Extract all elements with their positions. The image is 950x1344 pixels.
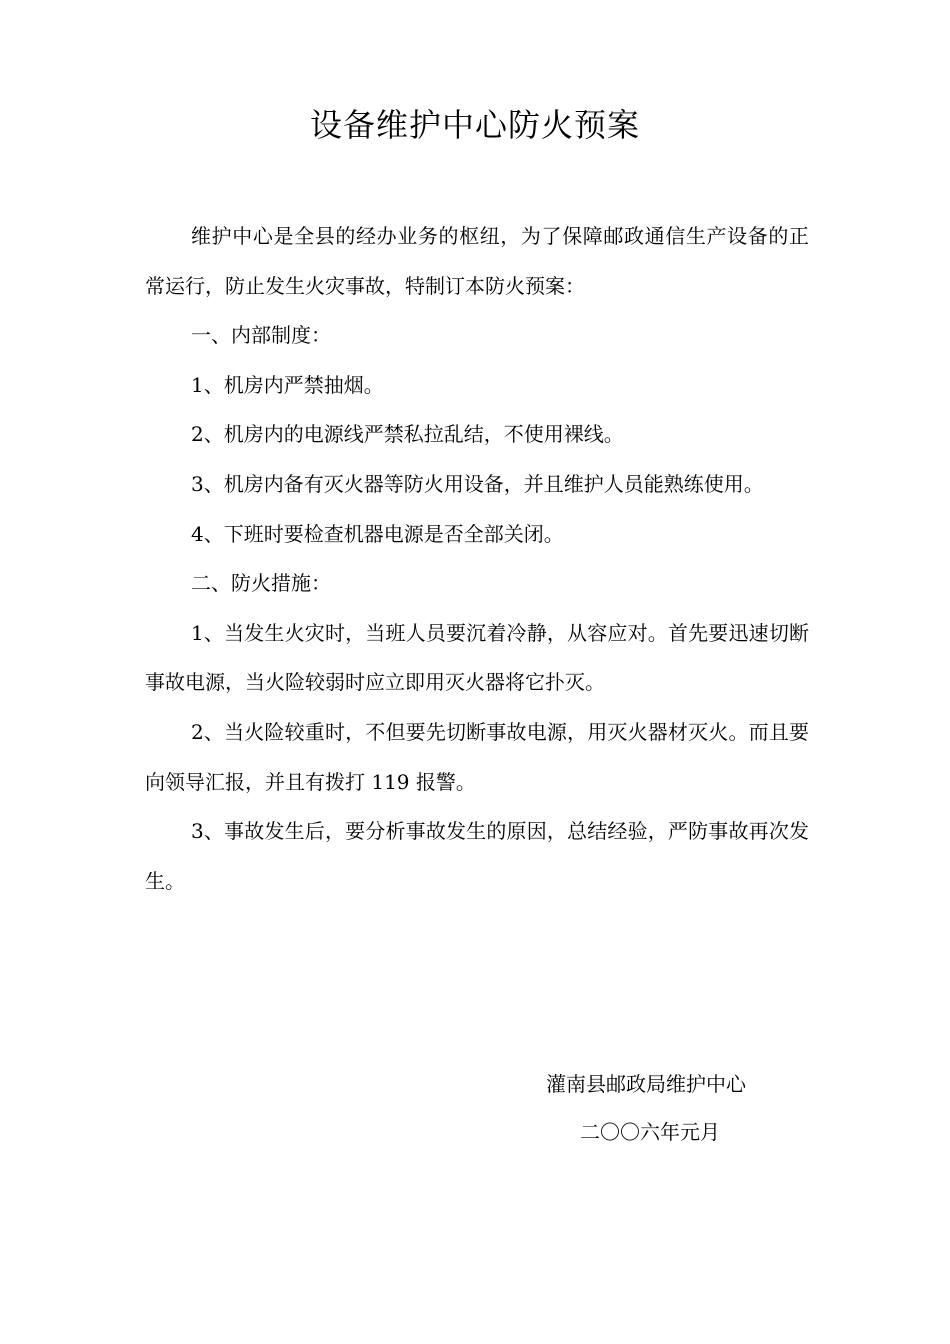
signature-organization: 灌南县邮政局维护中心 bbox=[546, 1072, 746, 1096]
section-heading-fire-measures: 二、防火措施： bbox=[191, 571, 331, 596]
signature-date: 二〇〇六年元月 bbox=[580, 1120, 720, 1144]
rule-item: 4、下班时要检查机器电源是否全部关闭。 bbox=[191, 521, 564, 546]
measure-item: 3、事故发生后，要分析事故发生的原因，总结经验，严防事故再次发生。 bbox=[145, 819, 809, 893]
measure-item: 2、当火险较重时，不但要先切断事故电源，用灭火器材灭火。而且要向领导汇报，并且有拨打 119 报警。 bbox=[145, 719, 809, 794]
measure-item: 1、当发生火灾时，当班人员要沉着冷静，从容应对。首先要迅速切断事故电源，当火险较弱时应立即用灭火器将它扑灭。 bbox=[145, 620, 809, 695]
document-title: 设备维护中心防火预案 bbox=[309, 106, 640, 144]
rule-item: 3、机房内备有灭火器等防火用设备，并且维护人员能熟练使用。 bbox=[191, 471, 764, 496]
rule-item: 2、机房内的电源线严禁私拉乱结，不使用裸线。 bbox=[191, 422, 624, 447]
section-heading-internal-rules: 一、内部制度： bbox=[191, 323, 331, 348]
rule-item: 1、机房内严禁抽烟。 bbox=[191, 372, 384, 397]
intro-paragraph: 维护中心是全县的经办业务的枢纽，为了保障邮政通信生产设备的正常运行，防止发生火灾事故，特制订本防火预案： bbox=[145, 224, 809, 298]
document-body bbox=[145, 212, 809, 906]
